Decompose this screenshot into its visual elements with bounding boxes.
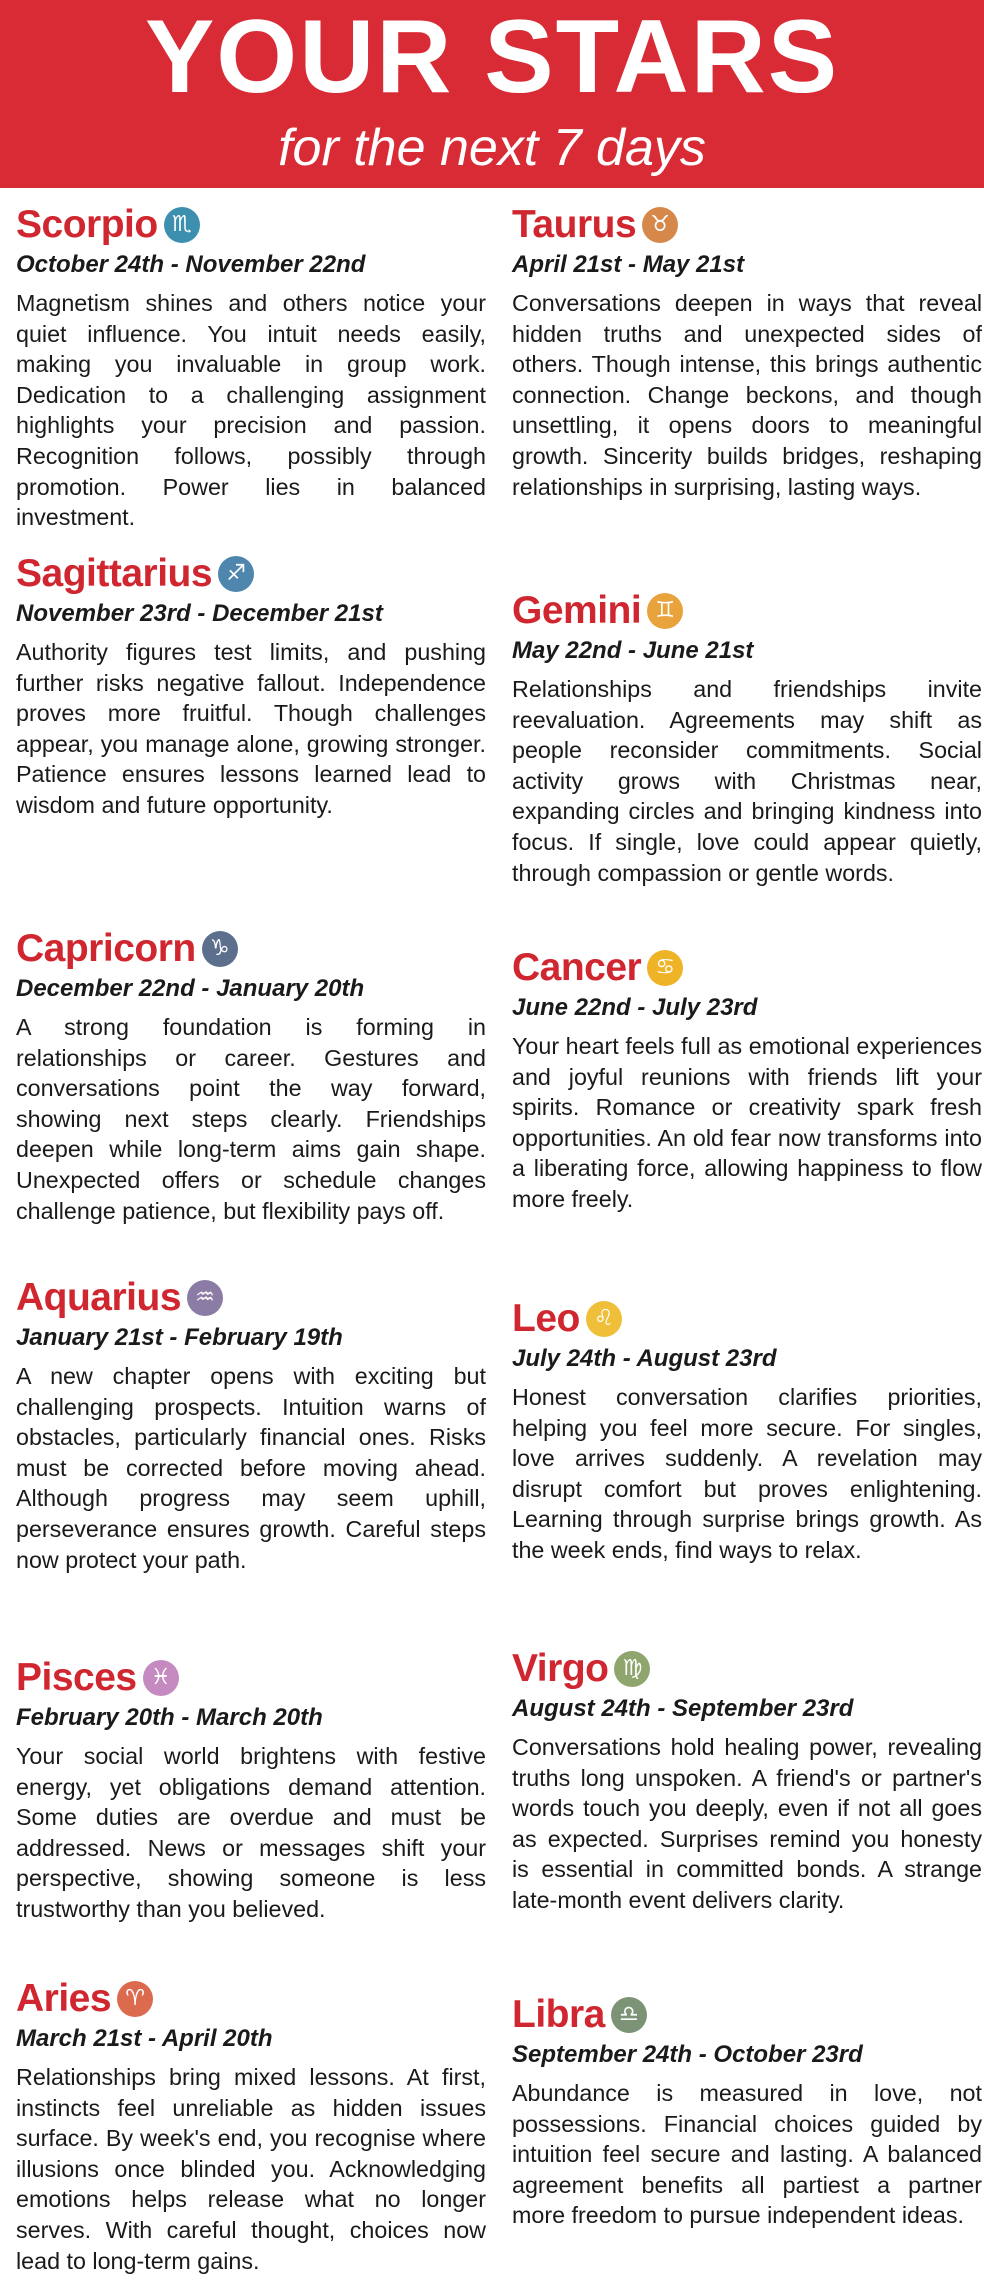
sign-block-aquarius bbox=[16, 1275, 486, 1575]
sign-dates: January 21st - February 19th bbox=[16, 1324, 343, 1351]
sign-header bbox=[16, 1655, 486, 1701]
cancer-icon: ♋ bbox=[647, 950, 683, 986]
sign-name: Sagittarius bbox=[16, 552, 213, 595]
horoscope-text: Relationships bring mixed lessons. At first, instincts feel unreliable as hidden issues surface. By week's end, you recognise where illusions once blinded you. Acknowledging emotions helps release what no longer serves. With careful thought, choices now lead to long-term gains. bbox=[16, 2064, 486, 2274]
sign-dates: March 21st - April 20th bbox=[16, 2025, 273, 2052]
sign-name: Leo bbox=[512, 1297, 580, 1340]
horoscope-text: Conversations deepen in ways that reveal hidden truths and unexpected sides of others. Though intense, this brings authentic connection. Change beckons, and though unsettling, it opens doors to meaningful growth. Sincerity builds bridges, reshaping relationships in surprising, lasting ways. bbox=[512, 290, 982, 500]
sign-header bbox=[16, 926, 486, 972]
gemini-icon: ♊ bbox=[647, 593, 683, 629]
sign-block-cancer bbox=[512, 945, 982, 1215]
page-subtitle: for the next 7 days bbox=[278, 119, 706, 177]
sign-dates: February 20th - March 20th bbox=[16, 1704, 323, 1731]
sign-dates: September 24th - October 23rd bbox=[512, 2041, 863, 2068]
sign-header bbox=[16, 1976, 486, 2022]
aquarius-icon: ♒ bbox=[187, 1280, 223, 1316]
libra-icon: ♎ bbox=[611, 1997, 647, 2033]
sign-header bbox=[512, 945, 982, 991]
header-banner bbox=[0, 0, 984, 188]
sign-name: Aquarius bbox=[16, 1276, 182, 1319]
pisces-icon: ♓ bbox=[143, 1660, 179, 1696]
sign-dates: April 21st - May 21st bbox=[512, 251, 745, 278]
horoscope-text: Magnetism shines and others notice your quiet influence. You intuit needs easily, making you invaluable in group work. Dedication to a challenging assignment highlights your precision and passion. Recognition follows, possibly through promotion. Power lies in balanced investment. bbox=[16, 290, 486, 531]
horoscope-text: Your social world brightens with festive energy, yet obligations demand attention. Some duties are overdue and must be addressed. News or messages shift your perspective, showing someone is less trustworthy than you believed. bbox=[16, 1743, 486, 1922]
sign-dates: May 22nd - June 21st bbox=[512, 637, 754, 664]
horoscope-text: A strong foundation is forming in relationships or career. Gestures and conversations point the way forward, showing next steps clearly. Friendships deepen while long-term aims gain shape. Unexpected offers or schedule changes challenge patience, but flexibility pays off. bbox=[16, 1014, 486, 1224]
sign-dates: December 22nd - January 20th bbox=[16, 975, 365, 1002]
sign-block-virgo bbox=[512, 1646, 982, 1916]
sign-block-pisces bbox=[16, 1655, 486, 1925]
sign-header bbox=[512, 202, 982, 248]
sign-header bbox=[512, 1992, 982, 2038]
scorpio-icon: ♏ bbox=[164, 207, 200, 243]
sign-header bbox=[16, 202, 486, 248]
sign-name: Gemini bbox=[512, 589, 642, 632]
sign-block-scorpio bbox=[16, 202, 486, 533]
horoscope-columns bbox=[0, 188, 984, 2283]
sign-dates: October 24th - November 22nd bbox=[16, 251, 366, 278]
aries-icon: ♈ bbox=[117, 1981, 153, 2017]
sign-block-libra bbox=[512, 1992, 982, 2231]
sign-block-sagittarius bbox=[16, 551, 486, 821]
sign-header bbox=[16, 551, 486, 597]
sign-header bbox=[512, 1646, 982, 1692]
virgo-icon: ♍ bbox=[614, 1651, 650, 1687]
horoscope-text: Your heart feels full as emotional experiences and joyful reunions with friends lift your spirits. Romance or creativity spark fresh opportunities. An old fear now transforms into a liberating force, allowing happiness to flow more freely. bbox=[512, 1033, 982, 1212]
taurus-icon: ♉ bbox=[642, 207, 678, 243]
horoscope-text: Abundance is measured in love, not possessions. Financial choices guided by intuition feel secure and lasting. A balanced agreement benefits all partiest a partner more freedom to pursue independent ideas. bbox=[512, 2080, 982, 2229]
horoscope-text: Relationships and friendships invite reevaluation. Agreements may shift as people reconsider commitments. Social activity grows with Christmas near, expanding circles and bringing kindness into focus. If single, love could appear quietly, through compassion or gentle words. bbox=[512, 676, 982, 886]
sign-name: Cancer bbox=[512, 946, 642, 989]
sign-name: Capricorn bbox=[16, 927, 196, 970]
capricorn-icon: ♑ bbox=[202, 931, 238, 967]
sign-dates: August 24th - September 23rd bbox=[512, 1695, 854, 1722]
horoscope-text: Honest conversation clarifies priorities, helping you feel more secure. For singles, love arrives suddenly. A revelation may disrupt comfort but proves enlightening. Learning through surprise brings growth. As the week ends, find ways to relax. bbox=[512, 1384, 982, 1563]
sign-name: Pisces bbox=[16, 1656, 137, 1699]
sign-block-leo bbox=[512, 1296, 982, 1566]
sign-header bbox=[512, 1296, 982, 1342]
sign-name: Aries bbox=[16, 1977, 112, 2020]
sign-block-taurus bbox=[512, 202, 982, 502]
horoscope-text: Authority figures test limits, and pushing further risks negative fallout. Independence proves more fruitful. Though challenges appear, you manage alone, growing stronger. Patience ensures lessons learned lead to wisdom and future opportunity. bbox=[16, 639, 486, 818]
page-title: YOUR STARS bbox=[144, 0, 840, 115]
sign-name: Libra bbox=[512, 1993, 605, 2036]
sign-dates: November 23rd - December 21st bbox=[16, 600, 383, 627]
horoscope-text: A new chapter opens with exciting but challenging prospects. Intuition warns of obstacles, particularly financial ones. Risks must be corrected before moving ahead. Although progress may seem uphill, perseverance ensures growth. Careful steps now protect your path. bbox=[16, 1363, 486, 1573]
sign-dates: June 22nd - July 23rd bbox=[512, 994, 758, 1021]
sign-block-gemini bbox=[512, 588, 982, 888]
sign-name: Taurus bbox=[512, 203, 637, 246]
sign-block-capricorn bbox=[16, 926, 486, 1226]
leo-icon: ♌ bbox=[586, 1301, 622, 1337]
sign-dates: July 24th - August 23rd bbox=[512, 1345, 777, 1372]
sagittarius-icon: ♐ bbox=[218, 556, 254, 592]
sign-block-aries bbox=[16, 1976, 486, 2276]
sign-header bbox=[16, 1275, 486, 1321]
horoscope-text: Conversations hold healing power, revealing truths long unspoken. A friend's or partner's words touch you deeply, even if not all goes as expected. Surprises remind you honesty is essential in committed bonds. A strange late-month event delivers clarity. bbox=[512, 1734, 982, 1913]
sign-header bbox=[512, 588, 982, 634]
sign-name: Scorpio bbox=[16, 203, 158, 246]
sign-name: Virgo bbox=[512, 1647, 609, 1690]
